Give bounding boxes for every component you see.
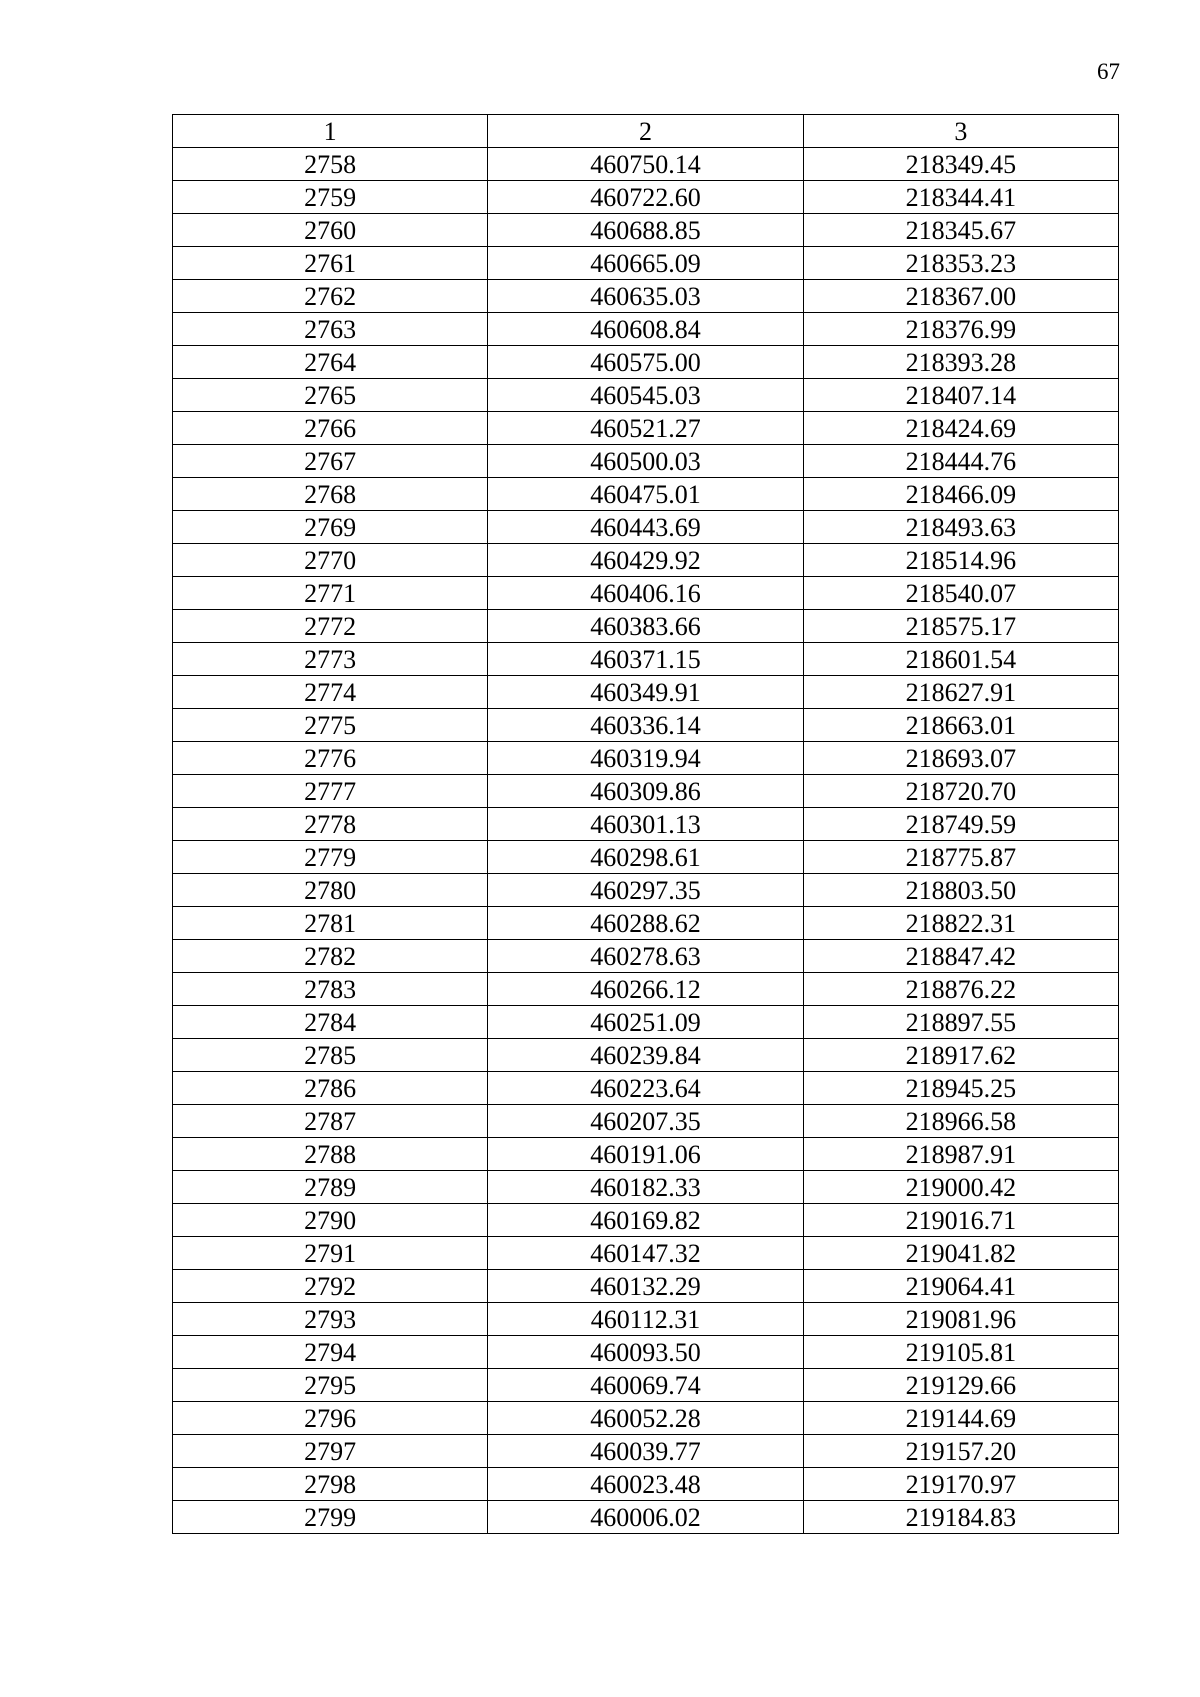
table-cell-col-3: 218720.70 [803,775,1118,808]
table-cell-col-1: 2761 [173,247,488,280]
table-cell-col-3: 218749.59 [803,808,1118,841]
table-cell-col-2: 460239.84 [488,1039,803,1072]
table-row [173,709,1119,742]
table-cell-col-1: 2771 [173,577,488,610]
table-row [173,610,1119,643]
table-cell-col-2: 460297.35 [488,874,803,907]
table-row [173,1336,1119,1369]
table-cell-col-1: 2787 [173,1105,488,1138]
table-row [173,1435,1119,1468]
table-row [173,1237,1119,1270]
column-header-1: 1 [173,115,488,148]
table-cell-col-1: 2764 [173,346,488,379]
table-cell-col-2: 460665.09 [488,247,803,280]
table-body [173,148,1119,1534]
table-cell-col-2: 460545.03 [488,379,803,412]
table-cell-col-1: 2799 [173,1501,488,1534]
table-row [173,940,1119,973]
table-row [173,412,1119,445]
table-cell-col-1: 2788 [173,1138,488,1171]
table-cell-col-1: 2782 [173,940,488,973]
table-cell-col-2: 460132.29 [488,1270,803,1303]
table-row [173,907,1119,940]
table-cell-col-2: 460278.63 [488,940,803,973]
table-cell-col-3: 218393.28 [803,346,1118,379]
table-cell-col-2: 460688.85 [488,214,803,247]
table-cell-col-1: 2786 [173,1072,488,1105]
table-cell-col-1: 2772 [173,610,488,643]
table-cell-col-1: 2766 [173,412,488,445]
table-cell-col-2: 460069.74 [488,1369,803,1402]
table-cell-col-1: 2765 [173,379,488,412]
table-cell-col-1: 2785 [173,1039,488,1072]
table-row [173,544,1119,577]
table-cell-col-3: 218424.69 [803,412,1118,445]
table-cell-col-2: 460006.02 [488,1501,803,1534]
table-cell-col-2: 460093.50 [488,1336,803,1369]
table-cell-col-3: 219170.97 [803,1468,1118,1501]
table-row [173,280,1119,313]
table-row [173,577,1119,610]
table-cell-col-3: 218917.62 [803,1039,1118,1072]
table-row [173,1039,1119,1072]
table-row [173,511,1119,544]
table-row [173,643,1119,676]
table-cell-col-3: 218344.41 [803,181,1118,214]
table-cell-col-3: 218803.50 [803,874,1118,907]
table-cell-col-1: 2779 [173,841,488,874]
table-cell-col-3: 218575.17 [803,610,1118,643]
table-cell-col-1: 2778 [173,808,488,841]
table-row [173,1171,1119,1204]
page-number: 67 [1097,59,1120,84]
table-cell-col-2: 460223.64 [488,1072,803,1105]
table-cell-col-3: 218897.55 [803,1006,1118,1039]
table-cell-col-1: 2790 [173,1204,488,1237]
table-cell-col-1: 2773 [173,643,488,676]
table-cell-col-3: 218966.58 [803,1105,1118,1138]
table-cell-col-1: 2775 [173,709,488,742]
table-cell-col-2: 460521.27 [488,412,803,445]
table-row [173,1006,1119,1039]
table-row [173,973,1119,1006]
table-cell-col-2: 460039.77 [488,1435,803,1468]
table-cell-col-1: 2783 [173,973,488,1006]
table-row [173,742,1119,775]
table-cell-col-2: 460500.03 [488,445,803,478]
table-cell-col-1: 2769 [173,511,488,544]
table-cell-col-3: 218601.54 [803,643,1118,676]
table-cell-col-2: 460191.06 [488,1138,803,1171]
column-header-2: 2 [488,115,803,148]
table-row [173,148,1119,181]
table-cell-col-3: 219144.69 [803,1402,1118,1435]
table-row [173,478,1119,511]
table-cell-col-2: 460266.12 [488,973,803,1006]
table-row [173,808,1119,841]
table-cell-col-3: 218353.23 [803,247,1118,280]
table-cell-col-3: 219081.96 [803,1303,1118,1336]
table-cell-col-3: 218466.09 [803,478,1118,511]
table-row [173,1072,1119,1105]
table-cell-col-2: 460112.31 [488,1303,803,1336]
table-row [173,841,1119,874]
column-header-3: 3 [803,115,1118,148]
table-cell-col-1: 2798 [173,1468,488,1501]
table-cell-col-1: 2797 [173,1435,488,1468]
table-cell-col-3: 219000.42 [803,1171,1118,1204]
table-header-row [173,115,1119,148]
table-row [173,346,1119,379]
table-cell-col-3: 218876.22 [803,973,1118,1006]
table-cell-col-2: 460309.86 [488,775,803,808]
table-cell-col-1: 2760 [173,214,488,247]
table-row [173,379,1119,412]
table-cell-col-1: 2795 [173,1369,488,1402]
coordinates-table [172,114,1119,1534]
table-row [173,1501,1119,1534]
table-cell-col-3: 219064.41 [803,1270,1118,1303]
table-cell-col-3: 218514.96 [803,544,1118,577]
table-cell-col-1: 2759 [173,181,488,214]
table-cell-col-2: 460406.16 [488,577,803,610]
table-row [173,1204,1119,1237]
table-cell-col-2: 460429.92 [488,544,803,577]
table-cell-col-3: 218349.45 [803,148,1118,181]
table-cell-col-3: 219016.71 [803,1204,1118,1237]
table-cell-col-2: 460251.09 [488,1006,803,1039]
table-row [173,676,1119,709]
table-cell-col-3: 218822.31 [803,907,1118,940]
table-cell-col-3: 219041.82 [803,1237,1118,1270]
table-cell-col-2: 460635.03 [488,280,803,313]
table-cell-col-2: 460169.82 [488,1204,803,1237]
table-cell-col-3: 218407.14 [803,379,1118,412]
table-cell-col-2: 460298.61 [488,841,803,874]
table-cell-col-2: 460147.32 [488,1237,803,1270]
table-cell-col-2: 460371.15 [488,643,803,676]
table-row [173,874,1119,907]
table-cell-col-2: 460443.69 [488,511,803,544]
table-cell-col-1: 2796 [173,1402,488,1435]
table-cell-col-2: 460608.84 [488,313,803,346]
table-cell-col-1: 2770 [173,544,488,577]
table-cell-col-1: 2763 [173,313,488,346]
table-cell-col-3: 218775.87 [803,841,1118,874]
table-cell-col-2: 460207.35 [488,1105,803,1138]
table-row [173,1303,1119,1336]
table-cell-col-2: 460575.00 [488,346,803,379]
table-cell-col-2: 460182.33 [488,1171,803,1204]
table-cell-col-2: 460336.14 [488,709,803,742]
table-cell-col-2: 460052.28 [488,1402,803,1435]
table-row [173,1138,1119,1171]
table-cell-col-2: 460750.14 [488,148,803,181]
table-cell-col-2: 460301.13 [488,808,803,841]
table-cell-col-3: 218540.07 [803,577,1118,610]
table-cell-col-2: 460475.01 [488,478,803,511]
table-cell-col-3: 218693.07 [803,742,1118,775]
table-cell-col-3: 218345.67 [803,214,1118,247]
table-cell-col-1: 2762 [173,280,488,313]
table-cell-col-1: 2789 [173,1171,488,1204]
table-cell-col-3: 218847.42 [803,940,1118,973]
table-cell-col-1: 2767 [173,445,488,478]
table-cell-col-1: 2774 [173,676,488,709]
table-cell-col-3: 218493.63 [803,511,1118,544]
table-cell-col-3: 219129.66 [803,1369,1118,1402]
table-cell-col-3: 218945.25 [803,1072,1118,1105]
table-cell-col-1: 2776 [173,742,488,775]
table-row [173,313,1119,346]
table-row [173,775,1119,808]
table-cell-col-1: 2784 [173,1006,488,1039]
table-cell-col-2: 460349.91 [488,676,803,709]
table-cell-col-3: 218367.00 [803,280,1118,313]
table-cell-col-3: 219105.81 [803,1336,1118,1369]
table-cell-col-2: 460383.66 [488,610,803,643]
table-row [173,247,1119,280]
table-row [173,1105,1119,1138]
table-cell-col-1: 2777 [173,775,488,808]
table-row [173,1270,1119,1303]
table-cell-col-1: 2768 [173,478,488,511]
table-cell-col-1: 2758 [173,148,488,181]
table-cell-col-3: 218627.91 [803,676,1118,709]
table-row [173,445,1119,478]
table-cell-col-3: 218987.91 [803,1138,1118,1171]
table-cell-col-3: 219157.20 [803,1435,1118,1468]
table-row [173,214,1119,247]
table-cell-col-3: 218444.76 [803,445,1118,478]
table-cell-col-2: 460722.60 [488,181,803,214]
table-cell-col-3: 219184.83 [803,1501,1118,1534]
table-row [173,181,1119,214]
table-cell-col-3: 218376.99 [803,313,1118,346]
table-cell-col-2: 460319.94 [488,742,803,775]
table-row [173,1402,1119,1435]
table-row [173,1369,1119,1402]
table-cell-col-1: 2792 [173,1270,488,1303]
table-cell-col-2: 460023.48 [488,1468,803,1501]
table-cell-col-1: 2791 [173,1237,488,1270]
table-cell-col-1: 2793 [173,1303,488,1336]
table-cell-col-1: 2781 [173,907,488,940]
table-cell-col-1: 2780 [173,874,488,907]
table-cell-col-2: 460288.62 [488,907,803,940]
table-cell-col-1: 2794 [173,1336,488,1369]
table-row [173,1468,1119,1501]
table-cell-col-3: 218663.01 [803,709,1118,742]
